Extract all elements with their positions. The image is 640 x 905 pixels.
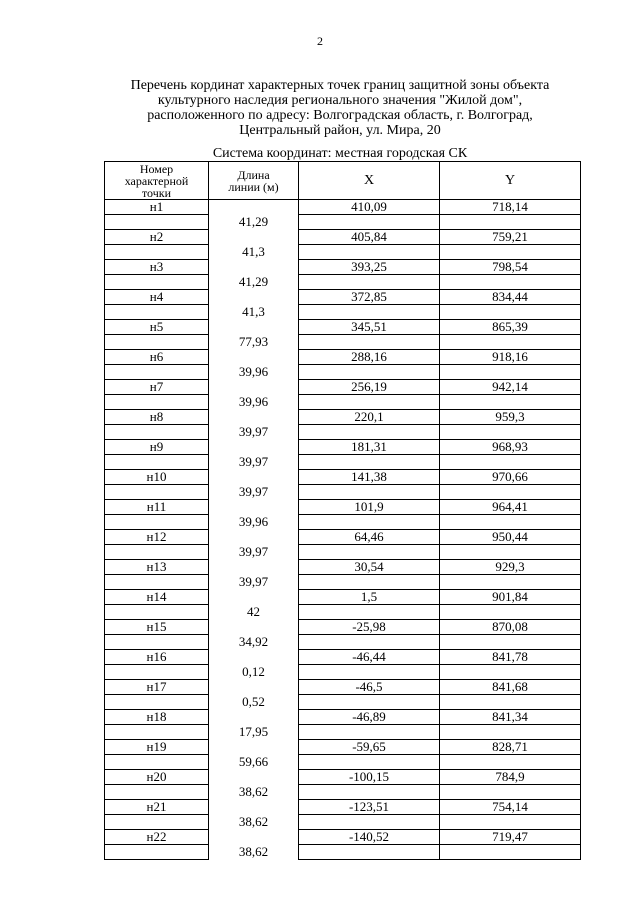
header-line-length [209, 162, 299, 200]
segment-empty-cell [105, 845, 209, 860]
table-row-segment [105, 395, 581, 410]
y-cell: 870,08 [440, 620, 581, 635]
table-row-segment [105, 365, 581, 380]
line-length-cell: 17,95 [209, 725, 299, 740]
x-cell: 393,25 [299, 260, 440, 275]
table-row-segment [105, 545, 581, 560]
x-cell: -46,44 [299, 650, 440, 665]
table-row-segment [105, 425, 581, 440]
line-length-cell: 39,96 [209, 365, 299, 380]
segment-empty-cell [105, 515, 209, 530]
length-cell-empty [209, 500, 299, 515]
length-cell-empty [209, 470, 299, 485]
table-row-segment [105, 305, 581, 320]
segment-empty-cell [299, 575, 440, 590]
line-length-cell: 39,97 [209, 425, 299, 440]
y-cell: 798,54 [440, 260, 581, 275]
segment-empty-cell [299, 605, 440, 620]
segment-empty-cell [440, 605, 581, 620]
segment-empty-cell [440, 545, 581, 560]
point-name-cell: н13 [105, 560, 209, 575]
segment-empty-cell [299, 665, 440, 680]
line-length-cell: 59,66 [209, 755, 299, 770]
length-cell-empty [209, 710, 299, 725]
segment-empty-cell [299, 335, 440, 350]
segment-empty-cell [105, 545, 209, 560]
line-length-cell: 41,3 [209, 245, 299, 260]
table-row-segment [105, 455, 581, 470]
table-row-segment [105, 485, 581, 500]
segment-empty-cell [105, 485, 209, 500]
line-length-cell: 77,93 [209, 335, 299, 350]
length-cell-empty [209, 650, 299, 665]
header-text: Номер [139, 161, 174, 176]
table-row-segment [105, 335, 581, 350]
point-name-cell: н11 [105, 500, 209, 515]
line-length-cell: 39,97 [209, 575, 299, 590]
length-cell-empty [209, 740, 299, 755]
x-cell: -46,89 [299, 710, 440, 725]
length-cell-empty [209, 410, 299, 425]
table-row-segment [105, 245, 581, 260]
segment-empty-cell [105, 215, 209, 230]
segment-empty-cell [299, 455, 440, 470]
table-row [105, 350, 581, 365]
table-row [105, 680, 581, 695]
y-cell: 959,3 [440, 410, 581, 425]
table-row-segment [105, 725, 581, 740]
point-name-cell: н18 [105, 710, 209, 725]
segment-empty-cell [299, 485, 440, 500]
y-cell: 929,3 [440, 560, 581, 575]
table-row-segment [105, 605, 581, 620]
y-cell: 841,34 [440, 710, 581, 725]
header-point-number [105, 162, 209, 200]
length-cell-empty [209, 200, 299, 215]
x-cell: 372,85 [299, 290, 440, 305]
line-length-cell: 0,12 [209, 665, 299, 680]
point-name-cell: н12 [105, 530, 209, 545]
table-row [105, 740, 581, 755]
segment-empty-cell [299, 215, 440, 230]
line-length-cell: 39,97 [209, 485, 299, 500]
segment-empty-cell [299, 725, 440, 740]
line-length-cell: 39,96 [209, 395, 299, 410]
x-cell: -25,98 [299, 620, 440, 635]
point-name-cell: н21 [105, 800, 209, 815]
y-cell: 942,14 [440, 380, 581, 395]
segment-empty-cell [440, 785, 581, 800]
y-cell: 718,14 [440, 200, 581, 215]
point-name-cell: н4 [105, 290, 209, 305]
table-row-segment [105, 665, 581, 680]
line-length-cell: 41,29 [209, 275, 299, 290]
segment-empty-cell [440, 425, 581, 440]
segment-empty-cell [105, 815, 209, 830]
length-cell-empty [209, 290, 299, 305]
x-cell: 405,84 [299, 230, 440, 245]
y-cell: 841,68 [440, 680, 581, 695]
header-text: линии (м) [228, 179, 279, 194]
point-name-cell: н8 [105, 410, 209, 425]
table-row [105, 440, 581, 455]
length-cell-empty [209, 440, 299, 455]
segment-empty-cell [440, 365, 581, 380]
segment-empty-cell [440, 245, 581, 260]
title-line: Центральный район, ул. Мира, 20 [239, 123, 441, 138]
x-cell: -123,51 [299, 800, 440, 815]
y-cell: 968,93 [440, 440, 581, 455]
segment-empty-cell [105, 305, 209, 320]
table-row [105, 530, 581, 545]
table-row-segment [105, 815, 581, 830]
table-row [105, 830, 581, 845]
header-text: Длина [237, 167, 270, 182]
y-cell: 754,14 [440, 800, 581, 815]
y-cell: 950,44 [440, 530, 581, 545]
segment-empty-cell [440, 485, 581, 500]
y-cell: 784,9 [440, 770, 581, 785]
table-row [105, 590, 581, 605]
table-row [105, 770, 581, 785]
table-row [105, 650, 581, 665]
table-row-segment [105, 275, 581, 290]
page-number: 2 [317, 34, 323, 48]
segment-empty-cell [105, 605, 209, 620]
line-length-cell: 42 [209, 605, 299, 620]
header-text: точки [141, 185, 172, 200]
x-cell: 30,54 [299, 560, 440, 575]
y-cell: 964,41 [440, 500, 581, 515]
line-length-cell: 34,92 [209, 635, 299, 650]
segment-empty-cell [440, 815, 581, 830]
table-row-segment [105, 845, 581, 860]
length-cell-empty [209, 350, 299, 365]
segment-empty-cell [440, 395, 581, 410]
length-cell-empty [209, 830, 299, 845]
length-cell-empty [209, 320, 299, 335]
length-cell-empty [209, 260, 299, 275]
segment-empty-cell [105, 665, 209, 680]
segment-empty-cell [299, 635, 440, 650]
line-length-cell: 39,97 [209, 455, 299, 470]
point-name-cell: н5 [105, 320, 209, 335]
title-line: расположенного по адресу: Волгоградская область, г. Волгоград, [147, 108, 533, 123]
length-cell-empty [209, 620, 299, 635]
segment-empty-cell [299, 785, 440, 800]
line-length-cell: 38,62 [209, 845, 299, 860]
line-length-cell: 41,29 [209, 215, 299, 230]
title-line: Перечень кординат характерных точек границ защитной зоны объекта [130, 78, 550, 93]
point-name-cell: н6 [105, 350, 209, 365]
y-cell: 828,71 [440, 740, 581, 755]
table-header-row [105, 162, 581, 200]
segment-empty-cell [299, 545, 440, 560]
point-name-cell: н7 [105, 380, 209, 395]
point-name-cell: н17 [105, 680, 209, 695]
y-cell: 970,66 [440, 470, 581, 485]
table-row-segment [105, 215, 581, 230]
segment-empty-cell [299, 425, 440, 440]
segment-empty-cell [105, 725, 209, 740]
segment-empty-cell [299, 275, 440, 290]
y-cell: 719,47 [440, 830, 581, 845]
x-cell: 64,46 [299, 530, 440, 545]
segment-empty-cell [105, 755, 209, 770]
y-cell: 841,78 [440, 650, 581, 665]
point-name-cell: н3 [105, 260, 209, 275]
coordinate-system-caption: Система координат: местная городская СК [212, 146, 468, 161]
header-x: X [299, 162, 440, 200]
segment-empty-cell [299, 395, 440, 410]
table-row-segment [105, 785, 581, 800]
segment-empty-cell [105, 575, 209, 590]
x-cell: 288,16 [299, 350, 440, 365]
segment-empty-cell [299, 695, 440, 710]
header-text: характерной [124, 173, 189, 188]
header-y: Y [440, 162, 581, 200]
table-row [105, 410, 581, 425]
x-cell: 410,09 [299, 200, 440, 215]
coordinates-table [104, 161, 581, 860]
segment-empty-cell [440, 695, 581, 710]
table-row [105, 800, 581, 815]
segment-empty-cell [440, 215, 581, 230]
segment-empty-cell [440, 305, 581, 320]
y-cell: 865,39 [440, 320, 581, 335]
segment-empty-cell [440, 635, 581, 650]
table-row [105, 230, 581, 245]
segment-empty-cell [299, 755, 440, 770]
table-row-segment [105, 575, 581, 590]
line-length-cell: 39,96 [209, 515, 299, 530]
title-line: культурного наследия регионального значения "Жилой дом", [157, 93, 523, 108]
x-cell: 256,19 [299, 380, 440, 395]
segment-empty-cell [105, 365, 209, 380]
point-name-cell: н19 [105, 740, 209, 755]
document-title [100, 78, 580, 138]
point-name-cell: н16 [105, 650, 209, 665]
segment-empty-cell [105, 785, 209, 800]
x-cell: -100,15 [299, 770, 440, 785]
table-row [105, 470, 581, 485]
segment-empty-cell [440, 515, 581, 530]
segment-empty-cell [105, 425, 209, 440]
point-name-cell: н20 [105, 770, 209, 785]
segment-empty-cell [299, 365, 440, 380]
segment-empty-cell [105, 335, 209, 350]
length-cell-empty [209, 590, 299, 605]
segment-empty-cell [105, 635, 209, 650]
table-row-segment [105, 635, 581, 650]
point-name-cell: н2 [105, 230, 209, 245]
segment-empty-cell [440, 455, 581, 470]
y-cell: 918,16 [440, 350, 581, 365]
segment-empty-cell [440, 335, 581, 350]
length-cell-empty [209, 560, 299, 575]
x-cell: 220,1 [299, 410, 440, 425]
line-length-cell: 38,62 [209, 815, 299, 830]
segment-empty-cell [440, 665, 581, 680]
point-name-cell: н15 [105, 620, 209, 635]
point-name-cell: н9 [105, 440, 209, 455]
x-cell: 141,38 [299, 470, 440, 485]
length-cell-empty [209, 680, 299, 695]
length-cell-empty [209, 770, 299, 785]
segment-empty-cell [440, 755, 581, 770]
segment-empty-cell [440, 725, 581, 740]
point-name-cell: н10 [105, 470, 209, 485]
table-row-segment [105, 515, 581, 530]
length-cell-empty [209, 230, 299, 245]
table-row [105, 620, 581, 635]
x-cell: 345,51 [299, 320, 440, 335]
point-name-cell: н1 [105, 200, 209, 215]
table-row-segment [105, 695, 581, 710]
segment-empty-cell [105, 455, 209, 470]
x-cell: -46,5 [299, 680, 440, 695]
segment-empty-cell [105, 245, 209, 260]
x-cell: 181,31 [299, 440, 440, 455]
point-name-cell: н14 [105, 590, 209, 605]
segment-empty-cell [299, 515, 440, 530]
line-length-cell: 38,62 [209, 785, 299, 800]
table-row [105, 500, 581, 515]
table-row [105, 710, 581, 725]
segment-empty-cell [299, 245, 440, 260]
segment-empty-cell [105, 275, 209, 290]
table-row [105, 560, 581, 575]
segment-empty-cell [105, 695, 209, 710]
length-cell-empty [209, 530, 299, 545]
table-row [105, 380, 581, 395]
table-row [105, 200, 581, 215]
x-cell: 101,9 [299, 500, 440, 515]
segment-empty-cell [440, 845, 581, 860]
y-cell: 834,44 [440, 290, 581, 305]
y-cell: 759,21 [440, 230, 581, 245]
x-cell: -140,52 [299, 830, 440, 845]
y-cell: 901,84 [440, 590, 581, 605]
table-row-segment [105, 755, 581, 770]
segment-empty-cell [299, 845, 440, 860]
length-cell-empty [209, 380, 299, 395]
length-cell-empty [209, 800, 299, 815]
x-cell: 1,5 [299, 590, 440, 605]
segment-empty-cell [440, 575, 581, 590]
x-cell: -59,65 [299, 740, 440, 755]
segment-empty-cell [440, 275, 581, 290]
table-row [105, 290, 581, 305]
table-row [105, 320, 581, 335]
line-length-cell: 0,52 [209, 695, 299, 710]
segment-empty-cell [299, 305, 440, 320]
segment-empty-cell [299, 815, 440, 830]
table-row [105, 260, 581, 275]
segment-empty-cell [105, 395, 209, 410]
line-length-cell: 39,97 [209, 545, 299, 560]
line-length-cell: 41,3 [209, 305, 299, 320]
point-name-cell: н22 [105, 830, 209, 845]
